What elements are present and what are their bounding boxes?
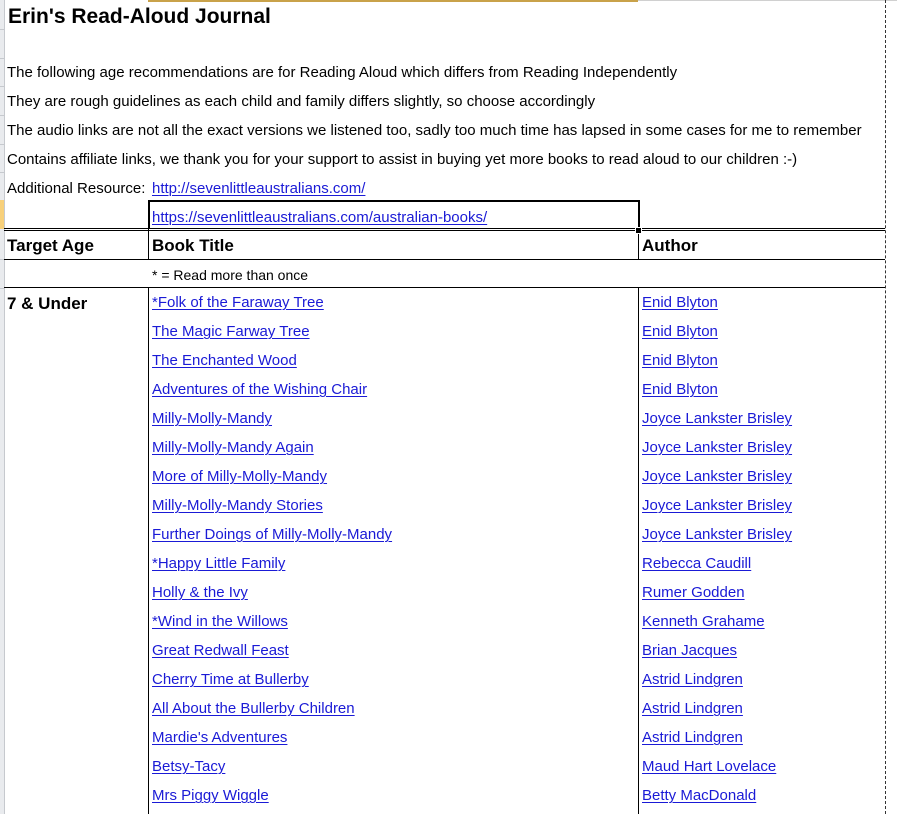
note-line-1[interactable]: The following age recommendations are for Reading Aloud which differs from Reading Independently bbox=[7, 64, 678, 81]
author-link[interactable]: Joyce Lankster Brisley bbox=[642, 468, 793, 485]
author-link[interactable]: Rebecca Caudill bbox=[642, 555, 752, 572]
book-title-link[interactable]: Milly-Molly-Mandy Again bbox=[152, 439, 314, 456]
note-line-4[interactable]: Contains affiliate links, we thank you for your support to assist in buying yet more books to read aloud to our children :-) bbox=[7, 151, 798, 168]
book-title-link[interactable]: Further Doings of Milly-Molly-Mandy bbox=[152, 526, 393, 543]
table-row bbox=[0, 433, 885, 462]
row-divider bbox=[0, 29, 4, 30]
table-row bbox=[0, 723, 885, 752]
row-divider bbox=[0, 58, 4, 59]
book-title-link[interactable]: All About the Bullerby Children bbox=[152, 700, 355, 717]
header-top-border bbox=[4, 228, 885, 231]
table-row bbox=[0, 520, 885, 549]
book-title-link[interactable]: More of Milly-Molly-Mandy bbox=[152, 468, 328, 485]
author-link[interactable]: Enid Blyton bbox=[642, 323, 718, 340]
active-cell-selection bbox=[148, 200, 640, 229]
book-title-link[interactable]: The Magic Farway Tree bbox=[152, 323, 310, 340]
book-title-link[interactable]: The Enchanted Wood bbox=[152, 352, 297, 369]
header-author[interactable]: Author bbox=[642, 236, 698, 255]
table-row bbox=[0, 636, 885, 665]
row-divider bbox=[0, 144, 4, 145]
col-divider bbox=[148, 229, 149, 259]
row-divider bbox=[0, 172, 4, 173]
table-row bbox=[0, 752, 885, 781]
book-title-link[interactable]: Great Redwall Feast bbox=[152, 642, 289, 659]
author-link[interactable]: Joyce Lankster Brisley bbox=[642, 439, 793, 456]
author-link[interactable]: Joyce Lankster Brisley bbox=[642, 410, 793, 427]
book-title-link[interactable]: Mardie's Adventures bbox=[152, 729, 288, 746]
book-title-link[interactable]: Milly-Molly-Mandy bbox=[152, 410, 273, 427]
header-bottom-border bbox=[4, 259, 885, 260]
author-link[interactable]: Enid Blyton bbox=[642, 294, 718, 311]
resources-label[interactable]: Additional Resource: bbox=[7, 180, 146, 197]
fill-handle[interactable] bbox=[635, 227, 642, 234]
author-link[interactable]: Astrid Lindgren bbox=[642, 729, 743, 746]
author-link[interactable]: Astrid Lindgren bbox=[642, 671, 743, 688]
book-title-link[interactable]: Cherry Time at Bullerby bbox=[152, 671, 309, 688]
note-line-3[interactable]: The audio links are not all the exact versions we listened too, sadly too much time has lapsed in some cases for me to remember bbox=[7, 122, 862, 139]
table-row bbox=[0, 404, 885, 433]
book-title-link[interactable]: Mrs Piggy Wiggle bbox=[152, 787, 269, 804]
author-link[interactable]: Joyce Lankster Brisley bbox=[642, 526, 793, 543]
page-break-line bbox=[885, 0, 886, 814]
book-title-link[interactable]: *Wind in the Willows bbox=[152, 613, 288, 630]
resource-link-1[interactable]: http://sevenlittleaustralians.com/ bbox=[152, 180, 366, 197]
book-title-link[interactable]: *Happy Little Family bbox=[152, 555, 286, 572]
note-line-2[interactable]: They are rough guidelines as each child and family differs slightly, so choose accordingly bbox=[7, 93, 596, 110]
age-group-label[interactable]: 7 & Under bbox=[7, 294, 88, 313]
book-title-link[interactable]: *Folk of the Faraway Tree bbox=[152, 294, 324, 311]
table-row bbox=[0, 288, 885, 317]
table-row bbox=[0, 317, 885, 346]
book-title-link[interactable]: Holly & the Ivy bbox=[152, 584, 248, 601]
book-title-link[interactable]: Milly-Molly-Mandy Stories bbox=[152, 497, 323, 514]
legend-note[interactable]: * = Read more than once bbox=[152, 267, 309, 283]
author-link[interactable]: Enid Blyton bbox=[642, 381, 718, 398]
header-target-age[interactable]: Target Age bbox=[7, 236, 94, 255]
book-title-link[interactable]: Adventures of the Wishing Chair bbox=[152, 381, 368, 398]
author-link[interactable]: Rumer Godden bbox=[642, 584, 745, 601]
author-link[interactable]: Joyce Lankster Brisley bbox=[642, 497, 793, 514]
author-link[interactable]: Brian Jacques bbox=[642, 642, 738, 659]
row-divider bbox=[0, 86, 4, 87]
selected-row-header[interactable] bbox=[0, 200, 4, 229]
table-row bbox=[0, 491, 885, 520]
author-link[interactable]: Kenneth Grahame bbox=[642, 613, 765, 630]
table-row bbox=[0, 375, 885, 404]
column-header-edge bbox=[638, 0, 897, 1]
author-link[interactable]: Maud Hart Lovelace bbox=[642, 758, 777, 775]
header-book-title[interactable]: Book Title bbox=[152, 236, 234, 255]
table-row bbox=[0, 694, 885, 723]
table-row bbox=[0, 607, 885, 636]
table-row bbox=[0, 665, 885, 694]
book-title-link[interactable]: Betsy-Tacy bbox=[152, 758, 226, 775]
sheet-title[interactable]: Erin's Read-Aloud Journal bbox=[8, 5, 271, 28]
author-link[interactable]: Enid Blyton bbox=[642, 352, 718, 369]
table-row bbox=[0, 549, 885, 578]
table-row bbox=[0, 578, 885, 607]
table-row bbox=[0, 462, 885, 491]
resource-link-2[interactable]: https://sevenlittleaustralians.com/australian-books/ bbox=[152, 209, 488, 226]
author-link[interactable]: Betty MacDonald bbox=[642, 787, 757, 804]
row-divider bbox=[0, 115, 4, 116]
table-row bbox=[0, 781, 885, 810]
table-row bbox=[0, 346, 885, 375]
author-link[interactable]: Astrid Lindgren bbox=[642, 700, 743, 717]
